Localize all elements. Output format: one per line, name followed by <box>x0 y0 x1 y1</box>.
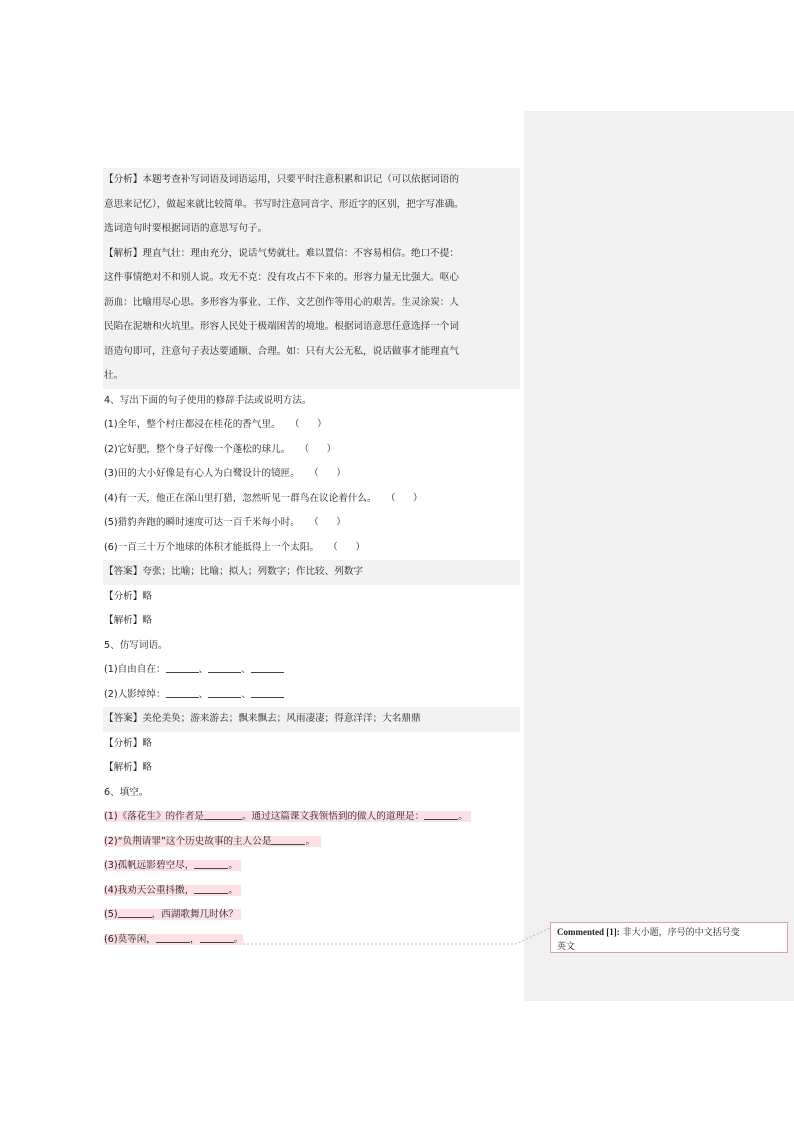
answer-parens: （ ） <box>333 541 370 553</box>
analysis-line: 壮。 <box>104 370 124 381</box>
q5-jiexi: 【解析】略 <box>104 762 152 773</box>
q6-text: (1)《落花生》的作者是 <box>104 811 204 822</box>
q6-text: 。 <box>233 933 244 945</box>
q5-answer: 【答案】美伦美奂；游来游去；飘来飘去；风雨凄凄；得意洋洋；大名鼎鼎 <box>103 707 520 732</box>
q4-item-text: (6)一百三十万个地球的体积才能抵得上一个太阳。 <box>104 541 320 553</box>
analysis-line: 这件事情绝对不和别人说。攻无不克：没有攻占不下来的。形容力量无比强大。呕心 <box>104 272 459 283</box>
q6-text: 。 <box>305 835 316 847</box>
q6-text: 。 <box>228 884 238 896</box>
q4-item-text: (5)猎豹奔跑的瞬时速度可达一百千米每小时。 <box>104 517 300 528</box>
analysis-line: 选词造句时要根据词语的意思写句子。 <box>104 223 268 234</box>
separator: 、 <box>241 688 251 700</box>
q6-text: (5) <box>104 909 118 920</box>
q6-text: ，西湖歌舞几时休？ <box>151 909 238 920</box>
q4-title: 4、写出下面的句子使用的修辞手法或说明方法。 <box>104 394 312 406</box>
q6-text: ， <box>189 933 200 945</box>
q5-item-label: (1)自由自在： <box>104 664 166 675</box>
q6-text: 。通过这篇课文我领悟到的做人的道理是： <box>241 811 425 822</box>
comment-line: 英文 <box>557 942 576 952</box>
separator: 、 <box>198 688 209 700</box>
q4-item-text: (1)全年，整个村庄都浸在桂花的香气里。 <box>104 419 281 430</box>
analysis-line: 【分析】本题考查补写词语及词语运用，只要平时注意积累和识记（可以依据词语的 <box>104 174 459 185</box>
q6-text: (3)孤帆远影碧空尽， <box>104 860 195 871</box>
q4-answer: 【答案】夸张；比喻；比喻；拟人；列数字；作比较、列数字 <box>103 560 520 585</box>
q6-text: (4)我劝天公重抖擞， <box>104 884 195 896</box>
analysis-line: 意思来记忆），做起来就比较简单。书写时注意同音字、形近字的区别，把字写准确。 <box>104 198 464 210</box>
q6-text: (2)“负荆请罪”这个历史故事的主人公是 <box>104 835 272 847</box>
analysis-line: 沥血：比喻用尽心思。多形容为事业、工作、文艺创作等用心的艰苦。生灵涂炭：人 <box>104 296 459 308</box>
analysis-line: 民陷在泥塘和火坑里。形容人民处于极端困苦的境地。根据词语意思任意选择一个词 <box>104 321 459 332</box>
q6-title: 6、填空。 <box>104 786 149 798</box>
q5-item-label: (2)人影绰绰： <box>104 688 166 700</box>
comment-author: Commented [1]: <box>557 927 620 937</box>
q4-item-text: (3)田的大小好像是有心人为白鹭设计的镜匣。 <box>104 468 300 479</box>
comment-balloon[interactable] <box>550 922 788 953</box>
answer-parens: （ ） <box>294 419 331 430</box>
q4-item-text: (4)有一天，他正在深山里打猎，忽然听见一群鸟在议论着什么。 <box>104 492 377 504</box>
q4-jiexi: 【解析】略 <box>104 615 152 626</box>
q4-analysis: 【分析】略 <box>104 590 152 602</box>
answer-parens: （ ） <box>304 443 341 455</box>
separator: 、 <box>198 664 209 675</box>
analysis-line: 【解析】理直气壮：理由充分，说话气势就壮。难以置信：不容易相信。绝口不提： <box>104 247 459 259</box>
q6-text: (6)莫等闲， <box>104 933 156 945</box>
q4-item-text: (2)它好肥，整个身子好像一个蓬松的球儿。 <box>104 443 291 455</box>
answer-parens: （ ） <box>313 517 350 528</box>
q6-text: 。 <box>458 811 468 822</box>
q5-title: 5、仿写词语。 <box>104 639 168 651</box>
comment-line <box>557 925 781 940</box>
q5-analysis: 【分析】略 <box>104 737 152 749</box>
answer-parens: （ ） <box>313 468 350 479</box>
answer-parens: （ ） <box>390 492 427 504</box>
separator: 、 <box>241 664 251 675</box>
q6-text: 。 <box>228 860 238 871</box>
analysis-line: 语造句即可，注意句子表达要通顺、合理。如：只有大公无私，说话做事才能理直气 <box>104 345 459 357</box>
comment-text: 非大小题，序号的中文括号变 <box>619 928 740 938</box>
